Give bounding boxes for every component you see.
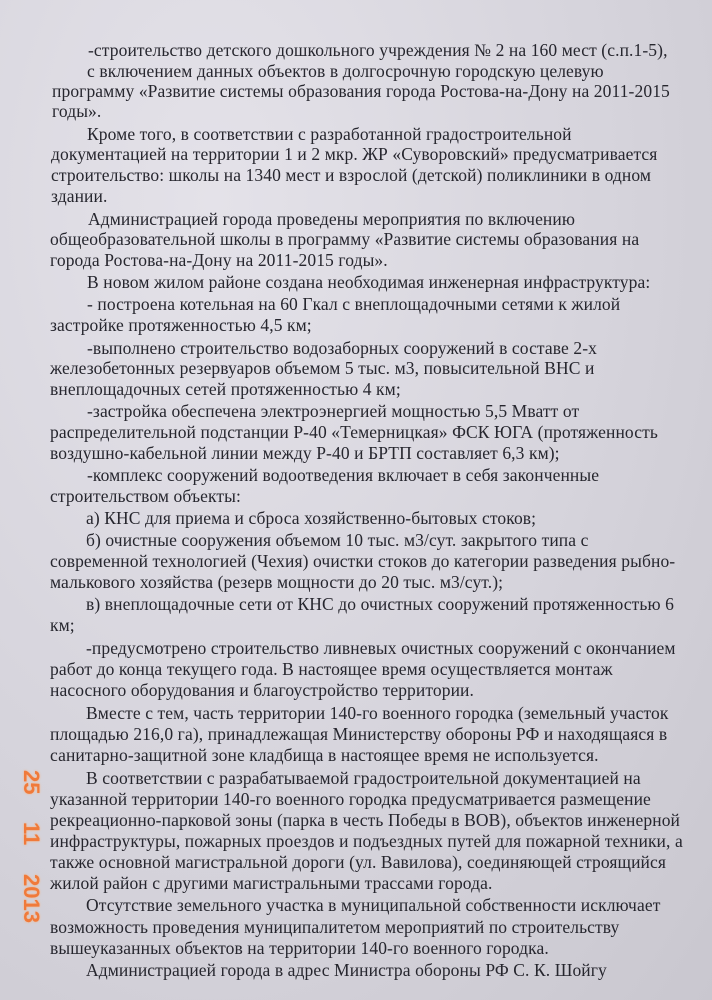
text-line: - построена котельная на 60 Гкал с внеплощадочными сетями к жилой (87, 294, 621, 314)
text-line: Отсутствие земельного участка в муниципальной собственности исключает (86, 895, 661, 915)
text-line: застройке протяженностью 4,5 км; (50, 315, 312, 335)
text-line: строительство: школы на 1340 мест и взрослой (детской) поликлиники в одном (51, 165, 652, 185)
text-line: Вместе с тем, часть территории 140-го военного городка (земельный участок (86, 703, 669, 723)
text-line: -предусмотрено строительство ливневых очистных сооружений с окончанием (86, 638, 676, 658)
text-line: города Ростова-на-Дону на 2011-2015 годы». (50, 250, 388, 270)
text-line: здании. (51, 186, 108, 206)
text-line: малькового хозяйства (резерв мощности до 20 тыс. м3/сут.); (50, 572, 504, 592)
text-line: возможность проведения муниципалитетом мероприятий по строительству (50, 917, 620, 937)
text-line: железобетонных резервуаров объемом 5 тыс. м3, повысительной ВНС и (50, 358, 595, 378)
text-line: В новом жилом районе создана необходимая инженерная инфраструктура: (87, 272, 651, 292)
text-line: распределительной подстанции Р-40 «Темерницкая» ФСК ЮГА (протяженность (50, 422, 658, 442)
text-line: современной технологией (Чехия) очистки стоков до категории разведения рыбно- (50, 551, 676, 571)
text-line: указанной территории 140-го военного городка предусматривается размещение (50, 789, 651, 809)
text-line: строительством объекты: (50, 486, 241, 506)
text-line: также основной магистральной дороги (ул. Вавилова), соединяющей строящийся (50, 852, 667, 872)
text-line: в) внеплощадочные сети от КНС до очистных сооружений протяженностью 6 (86, 594, 674, 614)
text-line: -строительство детского дошкольного учреждения № 2 на 160 мест (с.п.1-5), (88, 40, 668, 60)
text-line: документацией на территории 1 и 2 мкр. ЖР «Суворовский» предусматривается (51, 144, 658, 164)
text-line: годы». (52, 101, 102, 121)
text-line: насосного оборудования и благоустройство территории. (50, 680, 474, 700)
date-stamp (14, 770, 50, 980)
text-line: вышеуказанных объектов на территории 140-го военного городка. (50, 938, 549, 958)
text-line: общеобразовательной школы в программу «Развитие системы образования на (50, 229, 640, 249)
text-line: В соответствии с разрабатываемой градостроительной документацией на (86, 768, 641, 788)
text-line: воздушно-кабельной линии между Р-40 и БРТП составляет 6,3 км); (50, 443, 560, 463)
text-line: работ до конца текущего года. В настоящее время осуществляется монтаж (50, 659, 613, 679)
text-line: -комплекс сооружений водоотведения включает в себя законченные (87, 465, 600, 485)
text-line: жилой район с другими магистральными трассами города. (50, 873, 493, 893)
date-stamp-year: 2013 (19, 874, 44, 923)
text-line: б) очистные сооружения объемом 10 тыс. м3/сут. закрытого типа с (86, 530, 589, 550)
text-line: а) КНС для приема и сброса хозяйственно-бытовых стоков; (86, 508, 537, 528)
date-stamp-month: 11 (19, 822, 44, 846)
text-line: санитарно-защитной зоне кладбища в настоящее время не используется. (50, 745, 599, 765)
text-line: Администрацией города в адрес Министра обороны РФ С. К. Шойгу (86, 960, 607, 980)
text-line: -выполнено строительство водозаборных сооружений в составе 2-х (87, 338, 597, 358)
text-line: внеплощадочных сетей протяженностью 4 км; (50, 379, 401, 399)
text-line: площадью 216,0 га), принадлежащая Министерству обороны РФ и находящаяся в (50, 724, 668, 744)
text-line: программу «Развитие системы образования города Ростова-на-Дону на 2011-2015 (52, 81, 670, 101)
text-line: Администрацией города проведены мероприятия по включению (88, 209, 576, 229)
date-stamp-day: 25 (19, 770, 44, 795)
text-line: инфраструктуры, пожарных проездов и подъездных путей для пожарной техники, а (50, 831, 683, 851)
text-line: -застройка обеспечена электроэнергией мощностью 5,5 Мватт от (87, 401, 580, 421)
text-line: с включением данных объектов в долгосрочную городскую целевую (87, 61, 604, 81)
text-line: км; (50, 615, 75, 635)
text-line: Кроме того, в соответствии с разработанной градостроительной (87, 124, 572, 144)
text-line: рекреационно-парковой зоны (парка в честь Победы в ВОВ), объектов инженерной (50, 810, 681, 830)
